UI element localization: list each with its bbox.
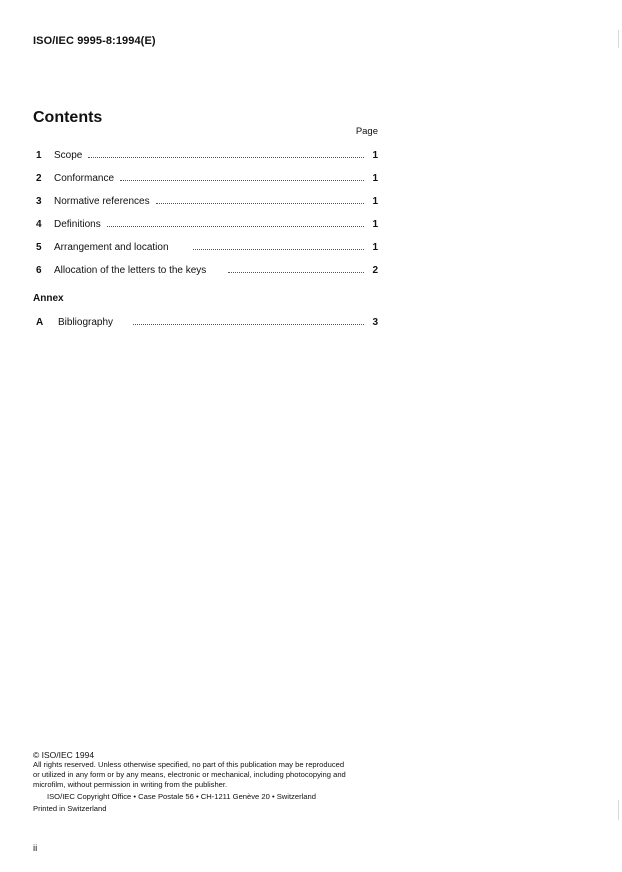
rights-statement-line-1: All rights reserved. Unless otherwise specified, no part of this publication may be reproduced (33, 760, 345, 769)
toc-entry-page: 1 (372, 196, 378, 207)
document-identifier: ISO/IEC 9995-8:1994(E) (33, 35, 156, 47)
contents-heading: Contents (33, 109, 103, 126)
toc-leader-dots (107, 225, 364, 227)
toc-entry-title: Allocation of the letters to the keys (54, 265, 207, 276)
annex-heading: Annex (33, 293, 64, 304)
toc-entry-title: Scope (54, 150, 83, 161)
toc-entry-normative-references[interactable] (36, 193, 378, 207)
toc-entry-allocation-of-letters[interactable] (36, 262, 378, 276)
copyright-line: © ISO/IEC 1994 (33, 750, 95, 760)
printed-in-statement: Printed in Switzerland (33, 804, 107, 813)
scan-artifact (618, 800, 619, 820)
toc-entry-title: Definitions (54, 219, 101, 230)
annex-entry-title: Bibliography (58, 317, 114, 328)
annex-entry-page: 3 (372, 317, 378, 328)
toc-leader-dots (120, 179, 364, 181)
toc-entry-definitions[interactable] (36, 216, 378, 230)
page-number: ii (33, 843, 38, 854)
toc-entry-scope[interactable] (36, 147, 378, 161)
toc-entry-number: 2 (36, 173, 42, 184)
toc-leader-dots (133, 323, 364, 325)
toc-entry-bibliography[interactable] (36, 314, 378, 328)
copyright-notice (33, 750, 383, 814)
toc-entry-number: 5 (36, 242, 42, 253)
annex-entry-letter: A (36, 317, 44, 328)
toc-entry-number: 1 (36, 150, 42, 161)
toc-entry-page: 1 (372, 219, 378, 230)
rights-statement-line-3: microfilm, without permission in writing from the publisher. (33, 780, 228, 789)
page-column-label: Page (355, 126, 378, 137)
toc-leader-dots (88, 156, 364, 158)
toc-entry-page: 1 (372, 150, 378, 161)
toc-entry-title: Normative references (54, 196, 150, 207)
toc-entry-number: 4 (36, 219, 42, 230)
toc-entry-arrangement-and-location[interactable] (36, 239, 378, 253)
toc-leader-dots (228, 271, 364, 273)
toc-entry-title: Conformance (54, 173, 115, 184)
toc-leader-dots (193, 248, 364, 250)
toc-entry-conformance[interactable] (36, 170, 378, 184)
toc-entry-number: 6 (36, 265, 42, 276)
rights-statement-line-2: or utilized in any form or by any means, electronic or mechanical, including photocopying and (33, 770, 346, 779)
copyright-office-address: ISO/IEC Copyright Office • Case Postale 56 • CH-1211 Genève 20 • Switzerland (47, 792, 316, 801)
toc-entry-page: 2 (372, 265, 378, 276)
toc-entry-title: Arrangement and location (54, 242, 169, 253)
scan-artifact (618, 30, 619, 48)
toc-entry-page: 1 (372, 242, 378, 253)
toc-entry-page: 1 (372, 173, 378, 184)
toc-entry-number: 3 (36, 196, 42, 207)
toc-leader-dots (156, 202, 364, 204)
